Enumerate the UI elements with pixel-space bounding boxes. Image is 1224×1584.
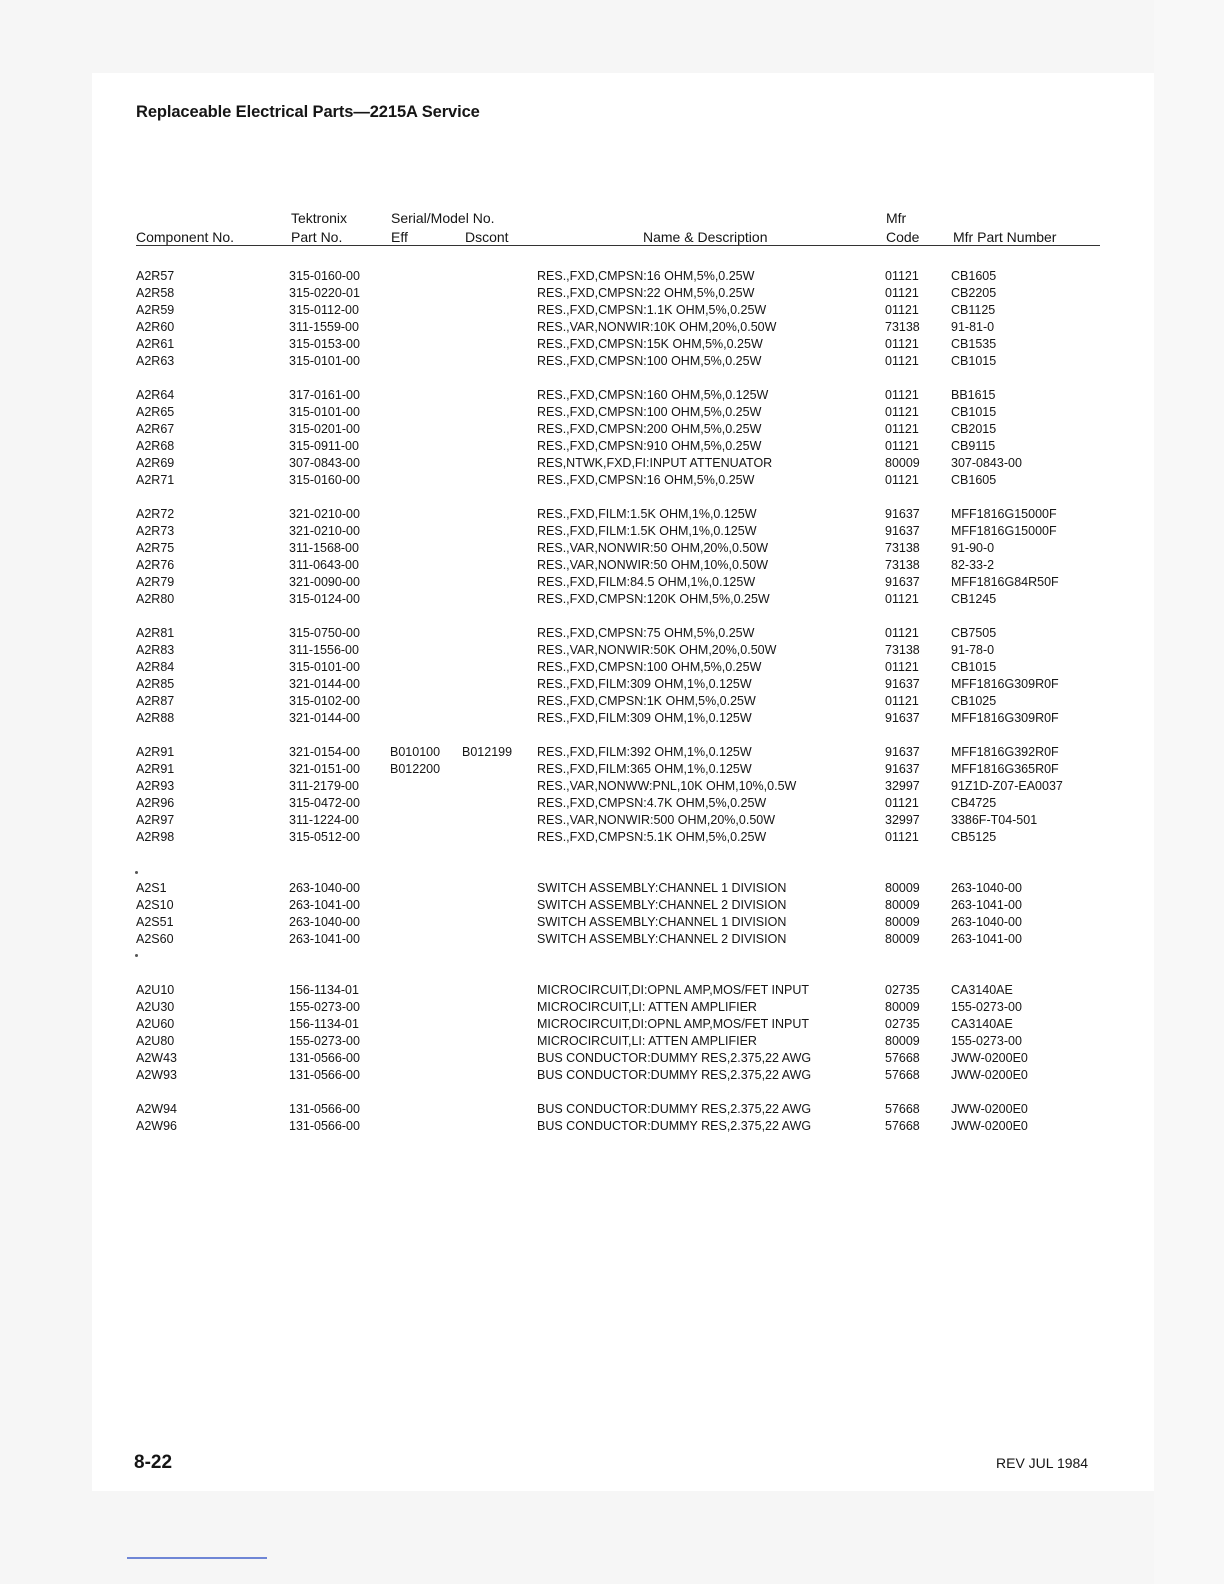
name-description: RES.,FXD,CMPSN:4.7K OHM,5%,0.25W — [537, 796, 767, 810]
component-no: A2R75 — [136, 541, 175, 555]
tektronix-part-no: 315-0512-00 — [289, 830, 360, 844]
table-row — [0, 421, 1224, 438]
name-description: BUS CONDUCTOR:DUMMY RES,2.375,22 AWG — [537, 1051, 812, 1065]
table-row — [0, 778, 1224, 795]
mfr-code: 01121 — [885, 286, 919, 300]
table-row — [0, 812, 1224, 829]
name-description: RES.,FXD,FILM:309 OHM,1%,0.125W — [537, 711, 752, 725]
mfr-code: 57668 — [885, 1051, 920, 1065]
component-no: A2S10 — [136, 898, 174, 912]
tektronix-part-no: 315-0101-00 — [289, 660, 360, 674]
name-description: RES.,FXD,CMPSN:200 OHM,5%,0.25W — [537, 422, 762, 436]
tektronix-part-no: 315-0160-00 — [289, 473, 360, 487]
name-description: RES.,FXD,CMPSN:22 OHM,5%,0.25W — [537, 286, 755, 300]
scan-speck — [135, 871, 138, 874]
mfr-code: 01121 — [885, 660, 919, 674]
name-description: RES.,VAR,NONWW:PNL,10K OHM,10%,0.5W — [537, 779, 797, 793]
component-no: A2W93 — [136, 1068, 177, 1082]
table-row — [0, 506, 1224, 523]
tektronix-part-no: 131-0566-00 — [289, 1102, 360, 1116]
tektronix-part-no: 321-0154-00 — [289, 745, 360, 759]
tektronix-part-no: 315-0160-00 — [289, 269, 360, 283]
name-description: BUS CONDUCTOR:DUMMY RES,2.375,22 AWG — [537, 1119, 812, 1133]
group-spacer — [0, 608, 1224, 625]
name-description: RES.,FXD,CMPSN:75 OHM,5%,0.25W — [537, 626, 755, 640]
name-description: RES.,VAR,NONWIR:500 OHM,20%,0.50W — [537, 813, 776, 827]
tektronix-part-no: 311-1568-00 — [289, 541, 359, 555]
mfr-part-number: CB7505 — [951, 626, 997, 640]
tektronix-part-no: 311-1559-00 — [289, 320, 359, 334]
component-no: A2R67 — [136, 422, 175, 436]
tektronix-part-no: 315-0911-00 — [289, 439, 359, 453]
component-no: A2R81 — [136, 626, 175, 640]
name-description: RES.,VAR,NONWIR:50 OHM,10%,0.50W — [537, 558, 769, 572]
table-row — [0, 302, 1224, 319]
table-row — [0, 744, 1224, 761]
table-row — [0, 574, 1224, 591]
tektronix-part-no: 315-0112-00 — [289, 303, 359, 317]
mfr-code: 80009 — [885, 932, 920, 946]
mfr-code: 73138 — [885, 541, 920, 555]
table-row — [0, 523, 1224, 540]
mfr-code: 80009 — [885, 456, 920, 470]
mfr-code: 01121 — [885, 388, 919, 402]
mfr-part-number: 91-90-0 — [951, 541, 995, 555]
component-no: A2W43 — [136, 1051, 177, 1065]
name-description: RES.,FXD,FILM:84.5 OHM,1%,0.125W — [537, 575, 756, 589]
mfr-code: 01121 — [885, 796, 919, 810]
mfr-part-number: JWW-0200E0 — [951, 1051, 1028, 1065]
table-row — [0, 1050, 1224, 1067]
table-row — [0, 982, 1224, 999]
mfr-code: 80009 — [885, 898, 920, 912]
mfr-part-number: 263-1040-00 — [951, 915, 1022, 929]
mfr-code: 01121 — [885, 439, 919, 453]
tektronix-part-no: 321-0090-00 — [289, 575, 360, 589]
mfr-code: 73138 — [885, 320, 920, 334]
tektronix-part-no: 317-0161-00 — [289, 388, 360, 402]
page-number: 8-22 — [134, 1452, 173, 1473]
tektronix-part-no: 315-0124-00 — [289, 592, 360, 606]
table-row — [0, 353, 1224, 370]
mfr-code: 32997 — [885, 779, 920, 793]
mfr-code: 57668 — [885, 1068, 920, 1082]
component-no: A2R59 — [136, 303, 175, 317]
table-row — [0, 268, 1224, 285]
mfr-code: 57668 — [885, 1102, 920, 1116]
mfr-part-number: MFF1816G309R0F — [951, 711, 1059, 725]
component-no: A2R60 — [136, 320, 175, 334]
table-row — [0, 999, 1224, 1016]
tektronix-part-no: 263-1041-00 — [289, 932, 360, 946]
mfr-code: 01121 — [885, 405, 919, 419]
header-part-no: Part No. — [291, 229, 343, 245]
mfr-part-number: 263-1041-00 — [951, 932, 1022, 946]
table-row — [0, 285, 1224, 302]
mfr-part-number: MFF1816G365R0F — [951, 762, 1059, 776]
name-description: SWITCH ASSEMBLY:CHANNEL 2 DIVISION — [537, 898, 787, 912]
tektronix-part-no: 311-2179-00 — [289, 779, 359, 793]
tektronix-part-no: 263-1041-00 — [289, 898, 360, 912]
name-description: RES.,FXD,FILM:1.5K OHM,1%,0.125W — [537, 524, 757, 538]
component-no: A2R76 — [136, 558, 175, 572]
component-no: A2S1 — [136, 881, 167, 895]
mfr-code: 01121 — [885, 422, 919, 436]
component-no: A2R88 — [136, 711, 175, 725]
mfr-part-number: 263-1040-00 — [951, 881, 1022, 895]
mfr-code: 01121 — [885, 337, 919, 351]
tektronix-part-no: 315-0220-01 — [289, 286, 360, 300]
header-tektronix: Tektronix — [291, 210, 348, 226]
component-no: A2R57 — [136, 269, 175, 283]
tektronix-part-no: 315-0153-00 — [289, 337, 360, 351]
mfr-part-number: MFF1816G15000F — [951, 524, 1057, 538]
mfr-code: 01121 — [885, 830, 919, 844]
name-description: RES.,FXD,CMPSN:16 OHM,5%,0.25W — [537, 269, 755, 283]
component-no: A2R91 — [136, 762, 175, 776]
mfr-code: 91637 — [885, 711, 920, 725]
mfr-code: 73138 — [885, 558, 920, 572]
table-row — [0, 472, 1224, 489]
mfr-part-number: BB1615 — [951, 388, 996, 402]
tektronix-part-no: 156-1134-01 — [289, 983, 359, 997]
name-description: SWITCH ASSEMBLY:CHANNEL 1 DIVISION — [537, 915, 787, 929]
table-row — [0, 829, 1224, 846]
mfr-code: 73138 — [885, 643, 920, 657]
mfr-code: 91637 — [885, 762, 920, 776]
component-no: A2U30 — [136, 1000, 175, 1014]
mfr-code: 80009 — [885, 1000, 920, 1014]
mfr-part-number: MFF1816G84R50F — [951, 575, 1059, 589]
name-description: MICROCIRCUIT,DI:OPNL AMP,MOS/FET INPUT — [537, 1017, 810, 1031]
name-description: RES,NTWK,FXD,FI:INPUT ATTENUATOR — [537, 456, 773, 470]
tektronix-part-no: 315-0472-00 — [289, 796, 360, 810]
tektronix-part-no: 315-0750-00 — [289, 626, 360, 640]
mfr-code: 80009 — [885, 881, 920, 895]
name-description: RES.,FXD,CMPSN:100 OHM,5%,0.25W — [537, 405, 762, 419]
group-spacer — [0, 846, 1224, 880]
table-row — [0, 897, 1224, 914]
component-no: A2R80 — [136, 592, 175, 606]
header-dscont: Dscont — [465, 229, 509, 245]
name-description: SWITCH ASSEMBLY:CHANNEL 1 DIVISION — [537, 881, 787, 895]
mfr-part-number: 91-78-0 — [951, 643, 995, 657]
component-no: A2U10 — [136, 983, 175, 997]
table-row — [0, 1016, 1224, 1033]
mfr-code: 80009 — [885, 1034, 920, 1048]
mfr-code: 01121 — [885, 694, 919, 708]
table-row — [0, 710, 1224, 727]
table-row — [0, 795, 1224, 812]
name-description: RES.,FXD,CMPSN:100 OHM,5%,0.25W — [537, 660, 762, 674]
mfr-part-number: CB1025 — [951, 694, 997, 708]
component-no: A2R91 — [136, 745, 175, 759]
tektronix-part-no: 311-1224-00 — [289, 813, 359, 827]
mfr-part-number: CB1605 — [951, 269, 997, 283]
name-description: MICROCIRCUIT,DI:OPNL AMP,MOS/FET INPUT — [537, 983, 810, 997]
group-spacer — [0, 948, 1224, 982]
mfr-part-number: 91-81-0 — [951, 320, 995, 334]
mfr-part-number: MFF1816G15000F — [951, 507, 1057, 521]
mfr-code: 80009 — [885, 915, 920, 929]
component-no: A2R73 — [136, 524, 175, 538]
tektronix-part-no: 307-0843-00 — [289, 456, 360, 470]
tektronix-part-no: 315-0101-00 — [289, 405, 360, 419]
table-row — [0, 625, 1224, 642]
mfr-part-number: CB2205 — [951, 286, 997, 300]
mfr-code: 01121 — [885, 269, 919, 283]
component-no: A2U60 — [136, 1017, 175, 1031]
name-description: RES.,FXD,FILM:1.5K OHM,1%,0.125W — [537, 507, 757, 521]
component-no: A2R69 — [136, 456, 175, 470]
header-mfr: Mfr — [886, 210, 907, 226]
tektronix-part-no: 321-0210-00 — [289, 507, 360, 521]
table-row — [0, 693, 1224, 710]
mfr-part-number: MFF1816G309R0F — [951, 677, 1059, 691]
name-description: BUS CONDUCTOR:DUMMY RES,2.375,22 AWG — [537, 1068, 812, 1082]
name-description: RES.,VAR,NONWIR:10K OHM,20%,0.50W — [537, 320, 777, 334]
mfr-part-number: CB1535 — [951, 337, 997, 351]
name-description: RES.,FXD,FILM:309 OHM,1%,0.125W — [537, 677, 752, 691]
mfr-part-number: JWW-0200E0 — [951, 1119, 1028, 1133]
table-row — [0, 336, 1224, 353]
component-no: A2R97 — [136, 813, 175, 827]
table-row — [0, 319, 1224, 336]
tektronix-part-no: 321-0144-00 — [289, 677, 360, 691]
scan-edge-line — [127, 1557, 267, 1559]
serial-eff: B010100 — [390, 745, 441, 759]
mfr-part-number: CB1125 — [951, 303, 996, 317]
header-eff: Eff — [391, 229, 408, 245]
table-row — [0, 404, 1224, 421]
table-row — [0, 540, 1224, 557]
mfr-code: 02735 — [885, 983, 920, 997]
mfr-code: 91637 — [885, 575, 920, 589]
tektronix-part-no: 321-0144-00 — [289, 711, 360, 725]
table-row — [0, 1067, 1224, 1084]
name-description: RES.,VAR,NONWIR:50 OHM,20%,0.50W — [537, 541, 769, 555]
component-no: A2W94 — [136, 1102, 177, 1116]
tektronix-part-no: 321-0210-00 — [289, 524, 360, 538]
mfr-part-number: 155-0273-00 — [951, 1000, 1022, 1014]
tektronix-part-no: 321-0151-00 — [289, 762, 360, 776]
tektronix-part-no: 263-1040-00 — [289, 915, 360, 929]
component-no: A2R87 — [136, 694, 175, 708]
header-name-description: Name & Description — [643, 229, 768, 245]
tektronix-part-no: 131-0566-00 — [289, 1068, 360, 1082]
name-description: RES.,FXD,CMPSN:15K OHM,5%,0.25W — [537, 337, 763, 351]
table-row — [0, 880, 1224, 897]
mfr-code: 01121 — [885, 473, 919, 487]
mfr-code: 01121 — [885, 354, 919, 368]
component-no: A2S60 — [136, 932, 174, 946]
tektronix-part-no: 311-1556-00 — [289, 643, 359, 657]
name-description: RES.,FXD,CMPSN:910 OHM,5%,0.25W — [537, 439, 762, 453]
mfr-part-number: CB2015 — [951, 422, 997, 436]
group-spacer — [0, 370, 1224, 387]
component-no: A2R79 — [136, 575, 175, 589]
name-description: RES.,FXD,FILM:365 OHM,1%,0.125W — [537, 762, 752, 776]
table-row — [0, 438, 1224, 455]
table-row — [0, 557, 1224, 574]
table-row — [0, 455, 1224, 472]
component-no: A2R83 — [136, 643, 175, 657]
serial-eff: B012200 — [390, 762, 441, 776]
mfr-part-number: CB1015 — [951, 660, 997, 674]
mfr-part-number: CB1245 — [951, 592, 997, 606]
component-no: A2R65 — [136, 405, 175, 419]
name-description: MICROCIRCUIT,LI: ATTEN AMPLIFIER — [537, 1034, 757, 1048]
mfr-part-number: 91Z1D-Z07-EA0037 — [951, 779, 1063, 793]
component-no: A2R98 — [136, 830, 175, 844]
component-no: A2R58 — [136, 286, 175, 300]
header-code: Code — [886, 229, 920, 245]
header-component-no: Component No. — [136, 229, 235, 245]
name-description: RES.,FXD,CMPSN:1K OHM,5%,0.25W — [537, 694, 756, 708]
mfr-code: 91637 — [885, 677, 920, 691]
tektronix-part-no: 131-0566-00 — [289, 1051, 360, 1065]
table-row — [0, 387, 1224, 404]
mfr-part-number: 3386F-T04-501 — [951, 813, 1038, 827]
component-no: A2S51 — [136, 915, 174, 929]
name-description: RES.,FXD,CMPSN:1.1K OHM,5%,0.25W — [537, 303, 767, 317]
name-description: RES.,FXD,FILM:392 OHM,1%,0.125W — [537, 745, 752, 759]
tektronix-part-no: 155-0273-00 — [289, 1034, 360, 1048]
component-no: A2R93 — [136, 779, 175, 793]
mfr-part-number: MFF1816G392R0F — [951, 745, 1059, 759]
group-spacer — [0, 489, 1224, 506]
table-row — [0, 761, 1224, 778]
serial-dscont: B012199 — [462, 745, 513, 759]
mfr-code: 01121 — [885, 626, 919, 640]
name-description: RES.,FXD,CMPSN:120K OHM,5%,0.25W — [537, 592, 770, 606]
component-no: A2W96 — [136, 1119, 177, 1133]
mfr-part-number: CA3140AE — [951, 983, 1013, 997]
tektronix-part-no: 156-1134-01 — [289, 1017, 359, 1031]
group-spacer — [0, 727, 1224, 744]
mfr-part-number: 82-33-2 — [951, 558, 995, 572]
name-description: SWITCH ASSEMBLY:CHANNEL 2 DIVISION — [537, 932, 787, 946]
component-no: A2R63 — [136, 354, 175, 368]
mfr-code: 57668 — [885, 1119, 920, 1133]
mfr-code: 32997 — [885, 813, 920, 827]
group-spacer — [0, 1084, 1224, 1101]
name-description: MICROCIRCUIT,LI: ATTEN AMPLIFIER — [537, 1000, 757, 1014]
mfr-part-number: CB1605 — [951, 473, 997, 487]
mfr-code: 91637 — [885, 507, 920, 521]
name-description: RES.,FXD,CMPSN:5.1K OHM,5%,0.25W — [537, 830, 767, 844]
mfr-code: 01121 — [885, 592, 919, 606]
scan-speck — [135, 954, 138, 957]
mfr-part-number: CB5125 — [951, 830, 997, 844]
table-row — [0, 642, 1224, 659]
table-row — [0, 1033, 1224, 1050]
revision-date: REV JUL 1984 — [996, 1455, 1089, 1471]
component-no: A2R68 — [136, 439, 175, 453]
component-no: A2R72 — [136, 507, 175, 521]
component-no: A2R84 — [136, 660, 175, 674]
table-row — [0, 591, 1224, 608]
parts-table — [0, 268, 1224, 1135]
mfr-code: 91637 — [885, 524, 920, 538]
mfr-part-number: JWW-0200E0 — [951, 1068, 1028, 1082]
mfr-code: 02735 — [885, 1017, 920, 1031]
component-no: A2R96 — [136, 796, 175, 810]
header-rule — [136, 245, 1100, 246]
tektronix-part-no: 315-0101-00 — [289, 354, 360, 368]
page-title: Replaceable Electrical Parts—2215A Service — [136, 103, 480, 121]
name-description: RES.,FXD,CMPSN:16 OHM,5%,0.25W — [537, 473, 755, 487]
table-row — [0, 931, 1224, 948]
mfr-code: 91637 — [885, 745, 920, 759]
mfr-part-number: CA3140AE — [951, 1017, 1013, 1031]
mfr-part-number: 263-1041-00 — [951, 898, 1022, 912]
mfr-part-number: CB4725 — [951, 796, 997, 810]
tektronix-part-no: 311-0643-00 — [289, 558, 359, 572]
table-row — [0, 659, 1224, 676]
tektronix-part-no: 315-0201-00 — [289, 422, 360, 436]
component-no: A2R64 — [136, 388, 175, 402]
mfr-part-number: CB1015 — [951, 354, 997, 368]
component-no: A2R85 — [136, 677, 175, 691]
mfr-part-number: 155-0273-00 — [951, 1034, 1022, 1048]
header-mfr-part-number: Mfr Part Number — [953, 229, 1057, 245]
header-serial-model-no: Serial/Model No. — [391, 210, 495, 226]
name-description: RES.,FXD,CMPSN:160 OHM,5%,0.125W — [537, 388, 769, 402]
component-no: A2R61 — [136, 337, 175, 351]
tektronix-part-no: 155-0273-00 — [289, 1000, 360, 1014]
mfr-part-number: JWW-0200E0 — [951, 1102, 1028, 1116]
mfr-part-number: CB1015 — [951, 405, 997, 419]
name-description: RES.,VAR,NONWIR:50K OHM,20%,0.50W — [537, 643, 777, 657]
component-no: A2U80 — [136, 1034, 175, 1048]
table-row — [0, 1118, 1224, 1135]
tektronix-part-no: 263-1040-00 — [289, 881, 360, 895]
table-row — [0, 914, 1224, 931]
mfr-code: 01121 — [885, 303, 919, 317]
tektronix-part-no: 315-0102-00 — [289, 694, 360, 708]
table-row — [0, 676, 1224, 693]
mfr-part-number: 307-0843-00 — [951, 456, 1022, 470]
component-no: A2R71 — [136, 473, 175, 487]
name-description: BUS CONDUCTOR:DUMMY RES,2.375,22 AWG — [537, 1102, 812, 1116]
name-description: RES.,FXD,CMPSN:100 OHM,5%,0.25W — [537, 354, 762, 368]
table-row — [0, 1101, 1224, 1118]
tektronix-part-no: 131-0566-00 — [289, 1119, 360, 1133]
mfr-part-number: CB9115 — [951, 439, 996, 453]
